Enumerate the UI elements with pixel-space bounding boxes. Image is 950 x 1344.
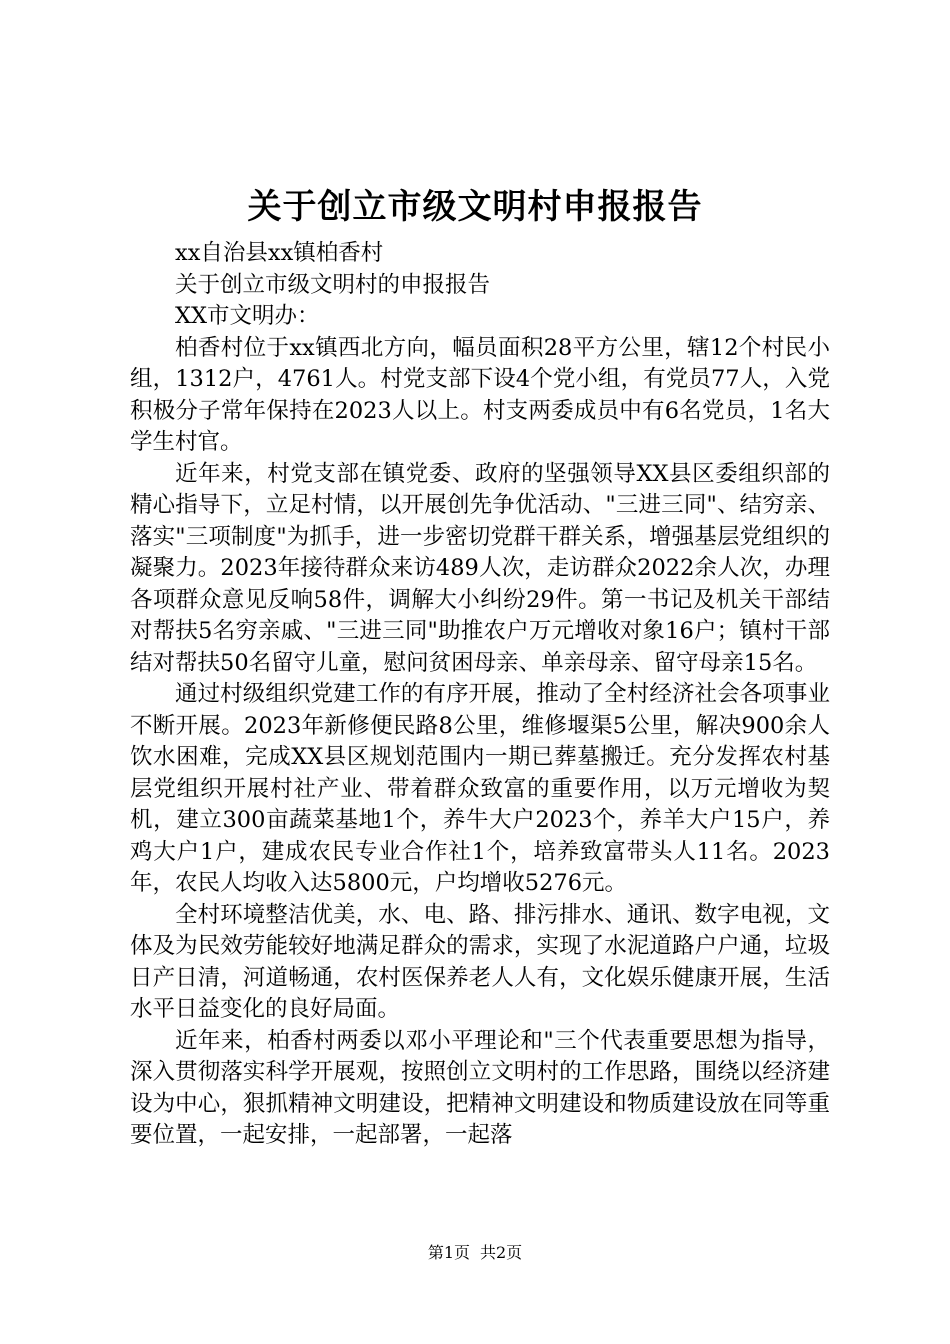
paragraph-village-overview: 柏香村位于xx镇西北方向，幅员面积28平方公里，辖12个村民小组，1312户，4761人。村党支部下设4个党小组，有党员77人，入党积极分子常年保持在2023人以上。村支两委成员中有6名党员，1名大学生村官。: [130, 334, 830, 455]
page-number: 第1页: [427, 1243, 470, 1262]
header-line-recipient: XX市文明办：: [175, 303, 320, 329]
header-line-report-title: 关于创立市级文明村的申报报告: [175, 271, 491, 298]
paragraph-economic-development: 通过村级组织党建工作的有序开展，推动了全村经济社会各项事业不断开展。2023年新修便民路8公里，维修堰渠5公里，解决900余人饮水困难，完成XX县区规划范围内一期已葬墓搬迁。充分发挥农村基层党组织开展村社产业、带着群众致富的重要作用，以万元增收为契机，建立300亩蔬菜基地1个，养牛大户2023个，养羊大户15户，养鸡大户1户，建成农民专业合作社1个，培养致富带头人11名。2023年，农民人均收入达5800元，户均增收5276元。: [130, 681, 830, 896]
header-line-village: xx自治县xx镇柏香村: [175, 240, 384, 266]
paragraph-party-work: 近年来，村党支部在镇党委、政府的坚强领导XX县区委组织部的精心指导下，立足村情，以开展创先争优活动、"三进三同"、结穷亲、落实"三项制度"为抓手，进一步密切党群干群关系，增强基层党组织的凝聚力。2023年接待群众来访489人次，走访群众2022余人次，办理各项群众意见反响58件，调解大小纠纷29件。第一书记及机关干部结对帮扶5名穷亲戚、"三进三同"助推农户万元增收对象16户；镇村干部结对帮扶50名留守儿童，慰问贫困母亲、单亲母亲、留守母亲15名。: [130, 460, 830, 676]
paragraph-civilization-work: 近年来，柏香村两委以邓小平理论和"三个代表重要思想为指导，深入贯彻落实科学开展观，按照创立文明村的工作思路，围绕以经济建设为中心，狠抓精神文明建设，把精神文明建设和物质建设放在同等重要位置，一起安排，一起部署，一起落: [130, 1027, 830, 1148]
page-footer: [0, 1242, 950, 1264]
page-total: 共2页: [480, 1243, 523, 1262]
document-body: [130, 238, 830, 1152]
document-title: 关于创立市级文明村申报报告: [247, 187, 703, 227]
paragraph-environment: 全村环境整洁优美，水、电、路、排污排水、通讯、数字电视，文体及为民效劳能较好地满足群众的需求，实现了水泥道路户户通，垃圾日产日清，河道畅通，农村医保养老人人有，文化娱乐健康开展，生活水平日益变化的良好局面。: [130, 901, 830, 1022]
